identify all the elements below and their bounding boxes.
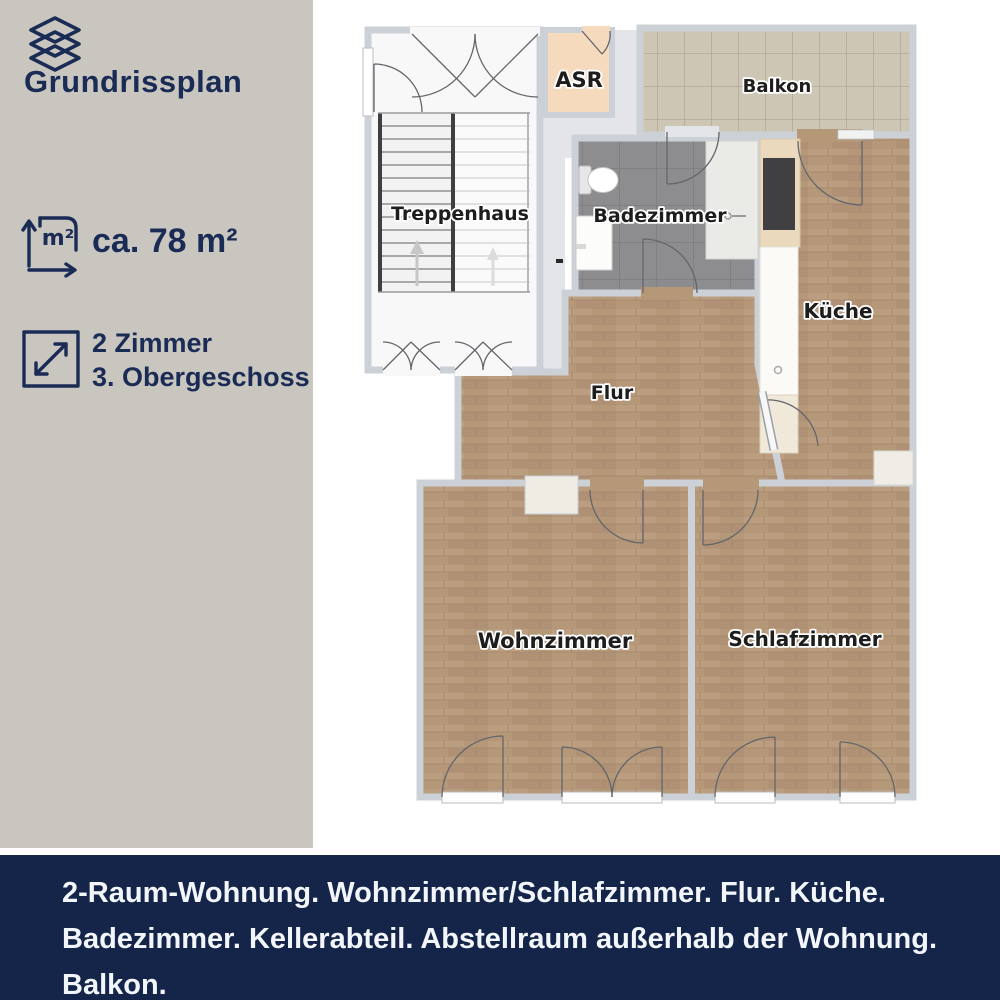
description-line-1: 2-Raum-Wohnung. Wohnzimmer/Schlafzimmer. Flur. Küche. xyxy=(62,877,886,909)
area-value: ca. 78 m² xyxy=(92,222,238,260)
dimensions-arrow-icon xyxy=(20,328,82,390)
description-banner xyxy=(0,855,1000,1000)
apartment-description xyxy=(62,870,937,1008)
label-asr: ASR xyxy=(555,68,603,92)
label-wohnzimmer: Wohnzimmer xyxy=(477,629,633,653)
label-kueche: Küche xyxy=(803,299,873,323)
label-schlafzimmer: Schlafzimmer xyxy=(728,627,882,651)
rooms-count: 2 Zimmer xyxy=(92,328,213,358)
page-title: Grundrissplan xyxy=(24,64,243,99)
label-treppenhaus: Treppenhaus xyxy=(391,203,529,225)
label-flur: Flur xyxy=(590,382,634,404)
label-badezimmer: Badezimmer xyxy=(593,205,727,227)
description-line-2: Badezimmer. Kellerabteil. Abstellraum außerhalb der Wohnung. xyxy=(62,923,938,955)
switch-symbol xyxy=(556,259,563,263)
toilet xyxy=(588,168,618,193)
kitchen-appliance xyxy=(763,158,795,230)
floorplan xyxy=(360,20,920,810)
area-m2-icon xyxy=(20,212,86,278)
label-balkon: Balkon xyxy=(742,76,812,97)
shower xyxy=(706,141,758,259)
chimney-niche xyxy=(525,476,578,514)
info-panel xyxy=(0,0,313,848)
area-icon-text: m² xyxy=(41,226,75,251)
apartment-details xyxy=(92,326,310,394)
shaft xyxy=(874,451,913,485)
floor-level: 3. Obergeschoss xyxy=(92,362,310,392)
description-line-3: Balkon. xyxy=(62,969,167,1001)
